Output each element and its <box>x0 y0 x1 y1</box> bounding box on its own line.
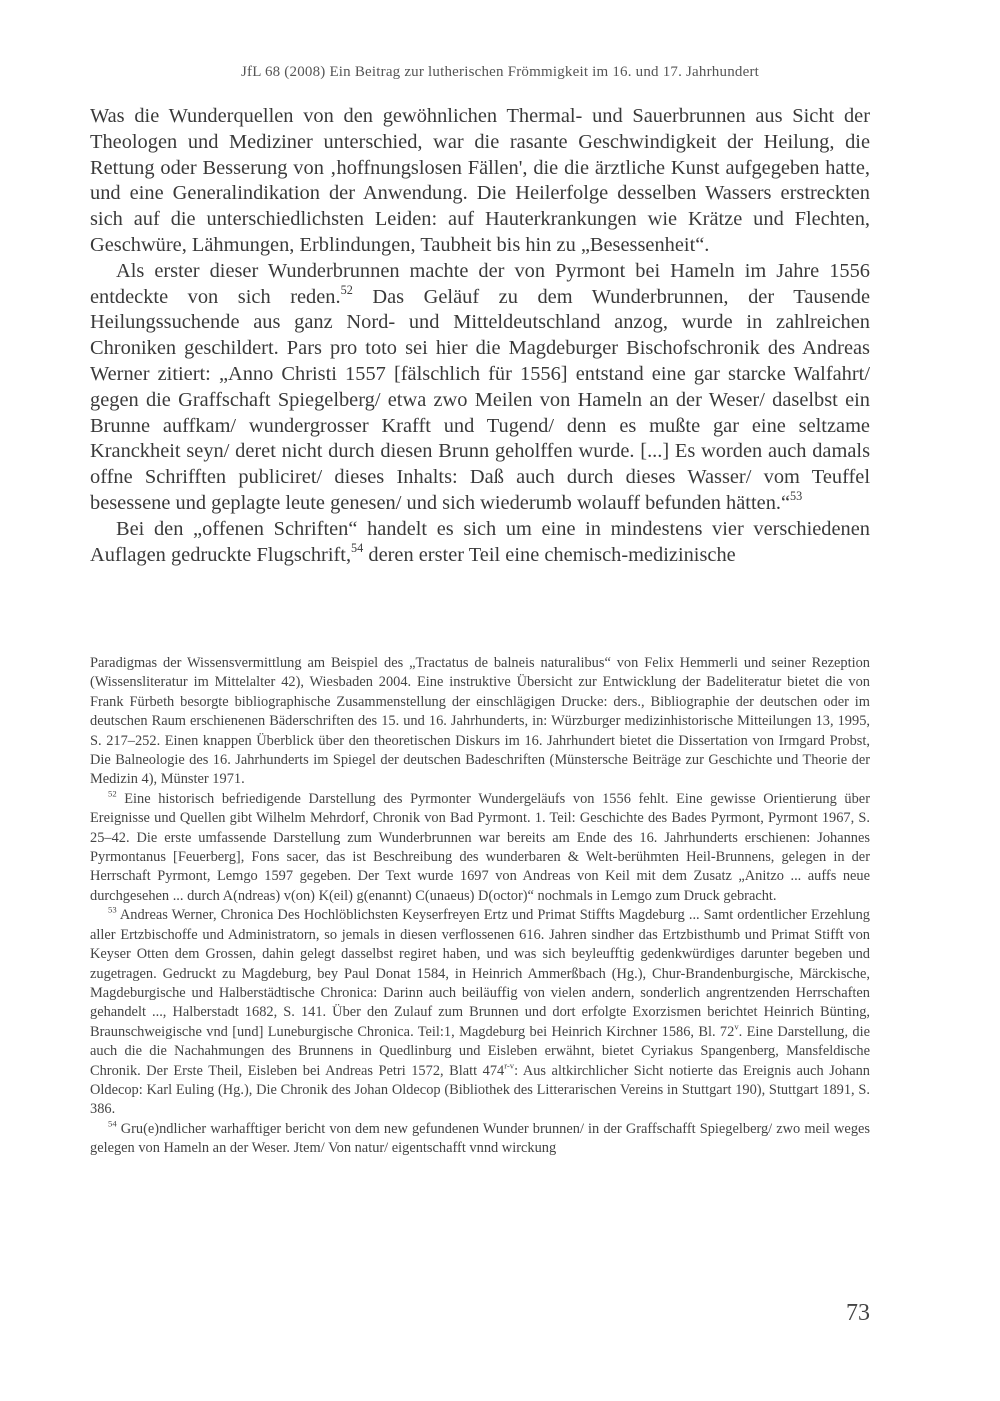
paragraph-text: Was die Wunderquellen von den gewöhnlichen Thermal- und Sauerbrunnen aus Sicht der Theologen und Mediziner unterschied, war die rasante Geschwindigkeit der Heilung, die Rettung oder Besserung von ‚hoffnungslosen Fällen', die die ärztliche Kunst aufgegeben hatte, und eine Generalindikation der Anwendung. Die Heilerfolge desselben Wassers erstreckten sich auf die unterschiedlichsten Leiden: auf Hauterkrankungen wie Krätze und Flechten, Geschwüre, Lähmungen, Erblindungen, Taubheit bis hin zu „Besessenheit“. <box>90 105 870 256</box>
footnote-text: : Aus altkirchlicher Sicht notierte das Ereignis auch Johann Oldecop: Karl Euling (Hg.), Die Chronik des Johan Oldecop (Bibliothek des Litterarischen Vereins in Stuttgart 190), Stuttgart 1891, S. 386. <box>90 1062 870 1118</box>
footnote-ref[interactable]: 54 <box>351 540 364 555</box>
paragraph <box>90 104 870 259</box>
paragraph <box>90 517 870 569</box>
footnote-text: Andreas Werner, Chronica Des Hochlöblichsten Keyserfreyen Ertz und Primat Stiffts Magdeburg ... Samt ordentlicher Erzehlung aller Ertzbischoffe und Administratorn, so jemals in diesen verflossenen 616. Jahren sindher das Ertzbisthumb und Primat Stifft von Keyser Otten dem Grossen, dahin gelegt dasselbst regiret haben, und was sich beyleufftig gedenkwürdiges darunter begeben und zugetragen. Gedruckt zu Magdeburg, bey Paul Donat 1584, in Heinrich Ammerßbach (Hg.), Chur-Brandenburgische, Märckische, Magdeburgische und Halberstädtische Chronica: Darinn auch beiläuffig von vielen andern, sonderlich angrentzenden Herrschaften gehandelt ..., Halberstadt 1682, S. 141. Über den Zulauf zum Brunnen und dort erfolgte Exorzismen berichtet Heinrich Bünting, Braunschweigische vnd [und] Luneburgische Chronica. Teil:1, Magdeburg bei Heinrich Kirchner 1586, Bl. 72 <box>90 907 870 1040</box>
paragraph-text: Das Geläuf zu dem Wunderbrunnen, der Tausende Heilungssuchende aus ganz Nord- und Mitteldeutschland anzog, wurde in zahlreichen Chroniken geschildert. Pars pro toto sei hier die Magdeburger Bischofschronik des Andreas Werner zitiert: „Anno Christi 1557 [fälschlich für 1556] entstand eine gar starcke Walfahrt/ gegen die Graffschaft Spiegelberg/ etwa zwo Meilen von Hameln an der Weser/ daselbst ein Brunne auffkam/ wundergrosser Krafft und Tugend/ denn es mußte gar eine seltzame Kranckheit seyn/ deret nicht durch diesen Brunn geholffen wurde. [...] Es worden auch damals offne Schrifften publiciret/ dieses Inhalts: Daß auch durch dieses Wasser/ vom Teuffel besessene und geplagte leute genesen/ und sich wiederumb wolauff befunden hätten.“ <box>90 285 870 514</box>
footnote-53 <box>90 906 870 1119</box>
footnote-number: 54 <box>108 1118 117 1129</box>
footnote-text: Eine historisch befriedigende Darstellung des Pyrmonter Wundergeläufs von 1556 fehlt. Eine gewisse Orientierung über Ereignisse und Quellen gibt Wilhelm Mehrdorf, Chronik von Bad Pyrmont. 1. Teil: Geschichte des Bades Pyrmont, Pyrmont 1967, S. 25–42. Die erste umfassende Darstellung zum Wunderbrunnen war bereits am Ende des 16. Jahrhunderts erschienen: Johannes Pyrmontanus [Feuerberg], Fons sacer, das ist Beschreibung des wunderbaren & Welt-berühmten Heil-Brunnens, gelegen in der Herrschaft Pyrmont, Lemgo 1597 gegeben. Der Text wurde 1697 von Andreas von Keil mit dem Zusatz „Anitzo ... auffs neue durchgesehen ... durch A(ndreas) v(on) K(eil) g(enannt) C(unaeus) D(octor)“ nochmals in Lemgo zum Druck gebracht. <box>90 790 870 904</box>
footnote-number: 52 <box>108 788 117 799</box>
paragraph-text: Als erster dieser Wunderbrunnen machte der von Pyrmont bei Hameln im Jahre 1556 entdeckte von sich reden. <box>90 259 870 308</box>
paragraph <box>90 259 870 517</box>
running-head: JfL 68 (2008) Ein Beitrag zur lutherischen Frömmigkeit im 16. und 17. Jahrhundert <box>240 64 760 80</box>
footnote-text: . Eine Darstellung, die auch die die Nachahmungen des Brunnens in Quedlinburg und Eisleben erwähnt, bietet Cyriakus Spangenberg, Mansfeldische Chronik. Der Erste Theil, Eisleben bei Andreas Petri 1572, Blatt 474 <box>90 1023 870 1079</box>
footnote-text: Gru(e)ndlicher warhafftiger bericht von dem new gefundenen Wunder brunnen/ in der Graffschafft Spiegelberg/ zwo meil weges gelegen von Hameln an der Weser. Jtem/ Von natur/ eigentschafft vnnd wirckung <box>90 1120 870 1157</box>
superscript: v <box>734 1021 739 1032</box>
footnotes <box>90 654 870 1159</box>
main-text <box>90 104 870 568</box>
page-number: 73 <box>846 1300 870 1326</box>
footnote-ref[interactable]: 53 <box>790 488 803 503</box>
footnote-52 <box>90 790 870 906</box>
footnote-54 <box>90 1120 870 1159</box>
footnote-number: 53 <box>108 904 117 915</box>
footnote-continuation: Paradigmas der Wissensvermittlung am Beispiel des „Tractatus de balneis naturalibus“ von Felix Hemmerli und seiner Rezeption (Wissensliteratur im Mittelalter 42), Wiesbaden 2004. Eine instruktive Übersicht zur Entwicklung der Badeliteratur bietet die von Frank Fürbeth besorgte bibliographische Zusammenstellung der einschlägigen Drucke: ders., Bibliographie der deutschen oder im deutschen Raum erschienenen Bäderschriften des 15. und 16. Jahrhunderts, in: Würzburger medizinhistorische Mitteilungen 13, 1995, S. 217–252. Einen knappen Überblick über den theoretischen Diskurs im 16. Jahrhundert bietet die Dissertation von Irmgard Probst, Die Balneologie des 16. Jahrhunderts im Spiegel der deutschen Badeschriften (Münstersche Beiträge zur Geschichte und Theorie der Medizin 4), Münster 1971. <box>90 655 870 788</box>
paragraph-text: Bei den „offenen Schriften“ handelt es sich um eine in mindestens vier verschiedenen Auflagen gedruckte Flugschrift, <box>90 517 870 566</box>
footnote-ref[interactable]: 52 <box>340 282 353 297</box>
superscript: r-v <box>504 1060 515 1071</box>
paragraph-text: deren erster Teil eine chemisch-medizinische <box>363 543 736 566</box>
